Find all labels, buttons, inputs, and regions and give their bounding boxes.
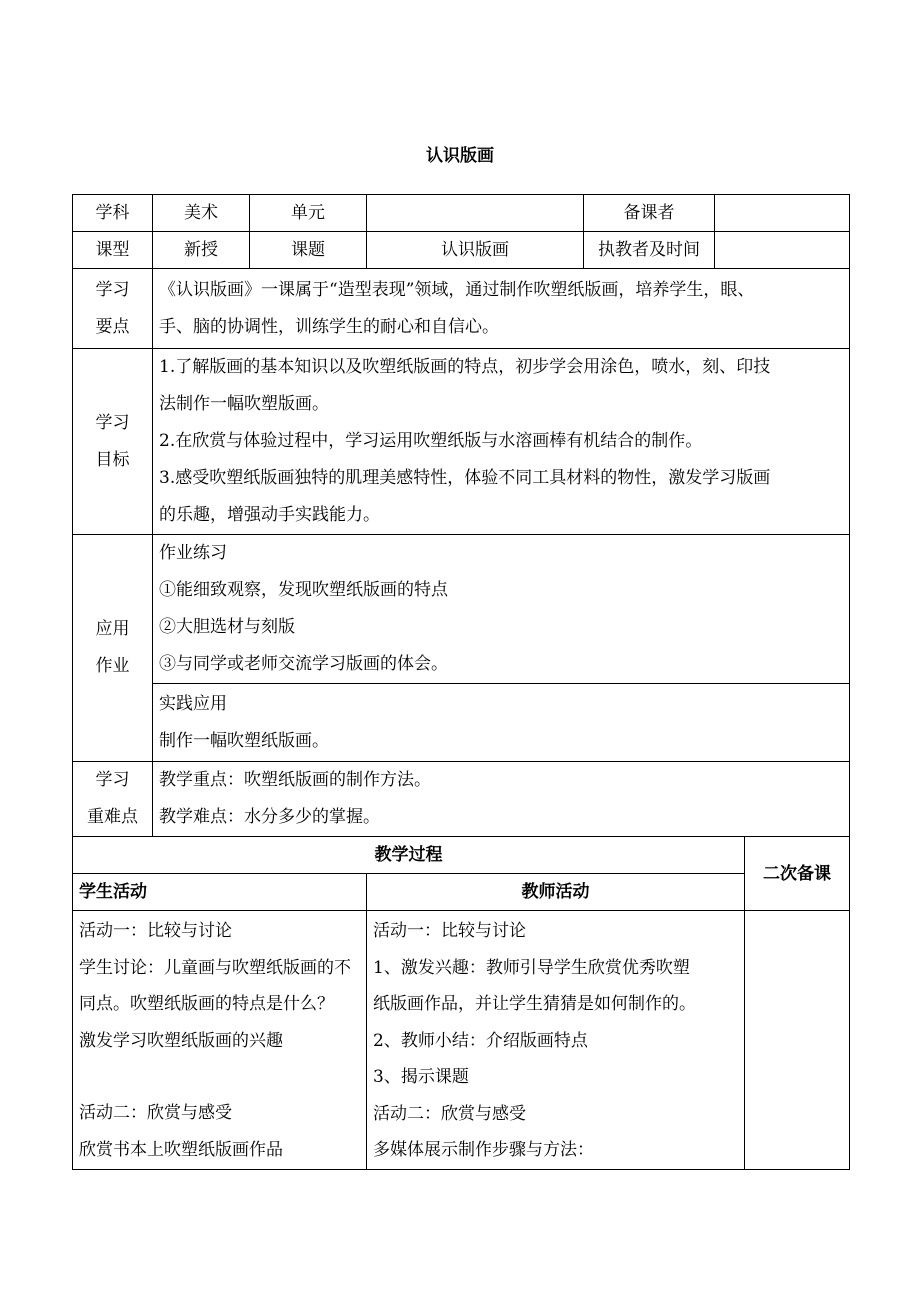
second-prep-content <box>745 911 850 1170</box>
process-heading: 教学过程 <box>73 837 745 874</box>
type-label: 课型 <box>73 232 153 269</box>
objectives-content: 1.了解版画的基本知识以及吹塑纸版画的特点，初步学会用涂色，喷水，刻、印技 法制作一幅吹塑版画。 2.在欣赏与体验过程中，学习运用吹塑纸版与水溶画棒有机结合的制作。 3.感受吹塑纸版画独特的肌理美感特性，体验不同工具材料的物性，激发学习版画 的乐趣，增强动手实践能力。 <box>153 349 850 535</box>
objectives-label: 学习 目标 <box>73 349 153 535</box>
lesson-plan-table <box>72 194 850 1170</box>
student-line: 欣赏书本上吹塑纸版画作品 <box>79 1139 283 1160</box>
key-points-content: 《认识版画》一课属于“造型表现”领域，通过制作吹塑纸版画，培养学生，眼、 手、脑的协调性，训练学生的耐心和自信心。 <box>153 269 850 349</box>
teacher-time-label: 执教者及时间 <box>584 232 715 269</box>
student-line: 同点。吹塑纸版画的特点是什么？ <box>79 994 334 1014</box>
subject-value: 美术 <box>153 195 250 232</box>
header-row-1 <box>73 195 850 232</box>
difficulty-label: 学习 重难点 <box>73 762 153 837</box>
student-activity-content <box>73 911 367 1170</box>
difficulty-row <box>73 762 850 837</box>
preparer-label: 备课者 <box>584 195 715 232</box>
topic-label: 课题 <box>250 232 367 269</box>
difficulty-content: 教学重点：吹塑纸版画的制作方法。 教学难点：水分多少的掌握。 <box>153 762 850 837</box>
student-line <box>79 1059 360 1095</box>
student-activity-heading: 学生活动 <box>73 874 367 911</box>
activity-content-row <box>73 911 850 1170</box>
teacher-activity-heading: 教师活动 <box>367 874 745 911</box>
teacher-line: 活动二：欣赏与感受 <box>373 1103 526 1124</box>
activity-heading-row <box>73 874 850 911</box>
teacher-activity-content <box>367 911 745 1170</box>
header-row-2 <box>73 232 850 269</box>
preparer-value <box>715 195 850 232</box>
teacher-line: 纸版画作品，并让学生猜猜是如何制作的。 <box>373 994 696 1014</box>
key-points-label: 学习 要点 <box>73 269 153 349</box>
teacher-time-value <box>715 232 850 269</box>
second-prep-heading: 二次备课 <box>745 837 850 911</box>
process-heading-row <box>73 837 850 874</box>
student-line: 活动一：比较与讨论 <box>79 921 232 941</box>
page-title: 认识版画 <box>426 146 494 166</box>
homework-application-row <box>73 684 850 762</box>
homework-application-content: 实践应用 制作一幅吹塑纸版画。 <box>153 684 850 762</box>
type-value: 新授 <box>153 232 250 269</box>
teacher-line: 1、激发兴趣：教师引导学生欣赏优秀吹塑 <box>373 957 690 978</box>
teacher-line: 活动一：比较与讨论 <box>373 921 526 941</box>
homework-practice-row <box>73 535 850 684</box>
subject-label: 学科 <box>73 195 153 232</box>
teacher-line: 3、揭示课题 <box>373 1067 469 1087</box>
topic-value: 认识版画 <box>367 232 584 269</box>
student-line: 学生讨论：儿童画与吹塑纸版画的不 <box>79 957 351 978</box>
teacher-line: 多媒体展示制作步骤与方法： <box>373 1140 594 1160</box>
unit-label: 单元 <box>250 195 367 232</box>
key-points-row <box>73 269 850 349</box>
homework-practice-content: 作业练习 ①能细致观察，发现吹塑纸版画的特点 ②大胆选材与刻版 ③与同学或老师交流学习版画的体会。 <box>153 535 850 684</box>
student-line: 活动二：欣赏与感受 <box>79 1103 232 1123</box>
student-line: 激发学习吹塑纸版画的兴趣 <box>79 1030 283 1051</box>
objectives-row <box>73 349 850 535</box>
homework-label: 应用 作业 <box>73 535 153 762</box>
unit-value <box>367 195 584 232</box>
teacher-line: 2、教师小结：介绍版画特点 <box>373 1030 588 1051</box>
